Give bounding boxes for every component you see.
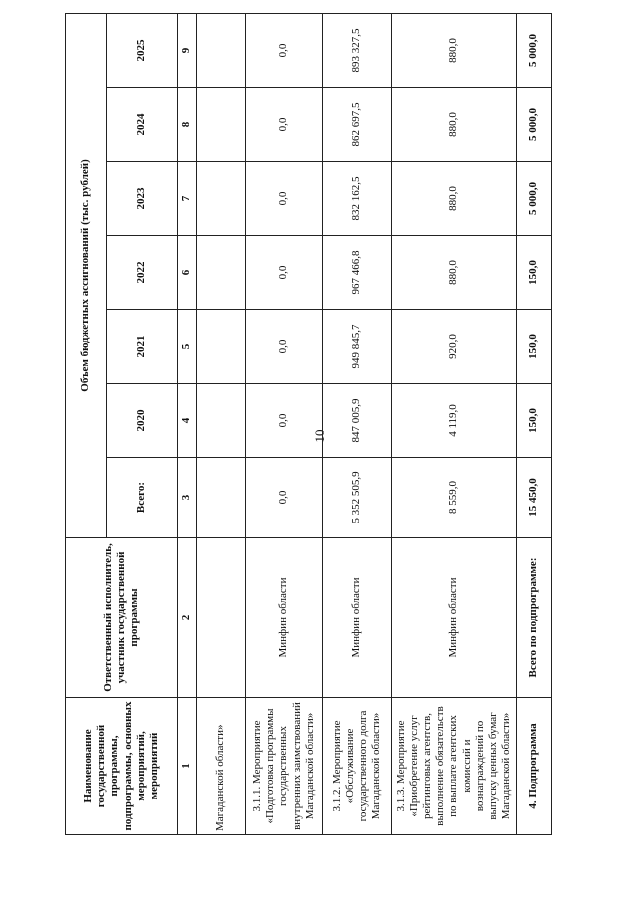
row-value: 15 450,0 bbox=[517, 458, 552, 538]
header-year: 2021 bbox=[107, 310, 178, 384]
row-value: 0,0 bbox=[246, 310, 323, 384]
row-value: 5 000,0 bbox=[517, 162, 552, 236]
row-value: 862 697,5 bbox=[323, 88, 392, 162]
row-value bbox=[197, 88, 246, 162]
column-number: 7 bbox=[178, 162, 197, 236]
row-executor: Всего по подпрограмме: bbox=[517, 538, 552, 698]
header-row bbox=[66, 13, 107, 834]
column-number: 5 bbox=[178, 310, 197, 384]
row-value: 150,0 bbox=[517, 236, 552, 310]
row-value: 920,0 bbox=[392, 310, 517, 384]
row-value bbox=[197, 458, 246, 538]
column-number: 9 bbox=[178, 13, 197, 87]
row-value: 150,0 bbox=[517, 310, 552, 384]
row-executor: Минфин области bbox=[392, 538, 517, 698]
page-number: 10 bbox=[312, 429, 327, 443]
total-row bbox=[517, 13, 552, 834]
column-number: 2 bbox=[178, 538, 197, 698]
row-value: 0,0 bbox=[246, 88, 323, 162]
column-number-row bbox=[178, 13, 197, 834]
column-number: 6 bbox=[178, 236, 197, 310]
row-name: 3.1.1. Мероприятие «Подготовка программы государственных внутренних заимствований Магаданской области» bbox=[246, 698, 323, 835]
row-value bbox=[197, 162, 246, 236]
table-row bbox=[197, 13, 246, 834]
row-value bbox=[197, 236, 246, 310]
row-value: 150,0 bbox=[517, 384, 552, 458]
column-number: 3 bbox=[178, 458, 197, 538]
header-year: 2024 bbox=[107, 88, 178, 162]
row-name: 3.1.2. Мероприятие «Обслуживание государственного долга Магаданской области» bbox=[323, 698, 392, 835]
header-program-name: Наименование государственной программы, подпрограммы, основных мероприятий, мероприятий bbox=[66, 698, 178, 835]
header-budget-group: Объем бюджетных ассигнований (тыс. рублей) bbox=[66, 13, 107, 537]
row-value: 0,0 bbox=[246, 13, 323, 87]
row-executor: Минфин области bbox=[246, 538, 323, 698]
header-year: 2025 bbox=[107, 13, 178, 87]
table-row bbox=[392, 13, 517, 834]
column-number: 8 bbox=[178, 88, 197, 162]
row-value: 8 559,0 bbox=[392, 458, 517, 538]
row-executor bbox=[197, 538, 246, 698]
row-value: 880,0 bbox=[392, 88, 517, 162]
row-value: 0,0 bbox=[246, 384, 323, 458]
table-row bbox=[246, 13, 323, 834]
row-value: 949 845,7 bbox=[323, 310, 392, 384]
row-name: Магаданской области» bbox=[197, 698, 246, 835]
budget-table bbox=[65, 13, 552, 835]
row-value: 0,0 bbox=[246, 162, 323, 236]
row-value: 880,0 bbox=[392, 13, 517, 87]
row-value: 880,0 bbox=[392, 162, 517, 236]
table-row bbox=[323, 13, 392, 834]
row-value: 5 000,0 bbox=[517, 13, 552, 87]
column-number: 4 bbox=[178, 384, 197, 458]
row-value: 847 005,9 bbox=[323, 384, 392, 458]
row-value: 0,0 bbox=[246, 236, 323, 310]
row-name: 3.1.3. Мероприятие «Приобретение услуг рейтинговых агентств, выполнение обязательств по выплате агентских комиссий и вознаграждений по выпуску ценных бумаг Магаданской области» bbox=[392, 698, 517, 835]
row-value: 893 327,5 bbox=[323, 13, 392, 87]
header-year: 2023 bbox=[107, 162, 178, 236]
row-value: 4 119,0 bbox=[392, 384, 517, 458]
row-value bbox=[197, 13, 246, 87]
header-year: 2022 bbox=[107, 236, 178, 310]
row-executor: Минфин области bbox=[323, 538, 392, 698]
row-value: 5 352 505,9 bbox=[323, 458, 392, 538]
row-value bbox=[197, 384, 246, 458]
row-name: 4. Подпрограмма bbox=[517, 698, 552, 835]
column-number: 1 bbox=[178, 698, 197, 835]
row-value: 832 162,5 bbox=[323, 162, 392, 236]
row-value bbox=[197, 310, 246, 384]
row-value: 0,0 bbox=[246, 458, 323, 538]
row-value: 967 466,8 bbox=[323, 236, 392, 310]
row-value: 5 000,0 bbox=[517, 88, 552, 162]
row-value: 880,0 bbox=[392, 236, 517, 310]
header-executor: Ответственный исполнитель, участник государственной программы bbox=[66, 538, 178, 698]
header-year: 2020 bbox=[107, 384, 178, 458]
header-total: Всего: bbox=[107, 458, 178, 538]
